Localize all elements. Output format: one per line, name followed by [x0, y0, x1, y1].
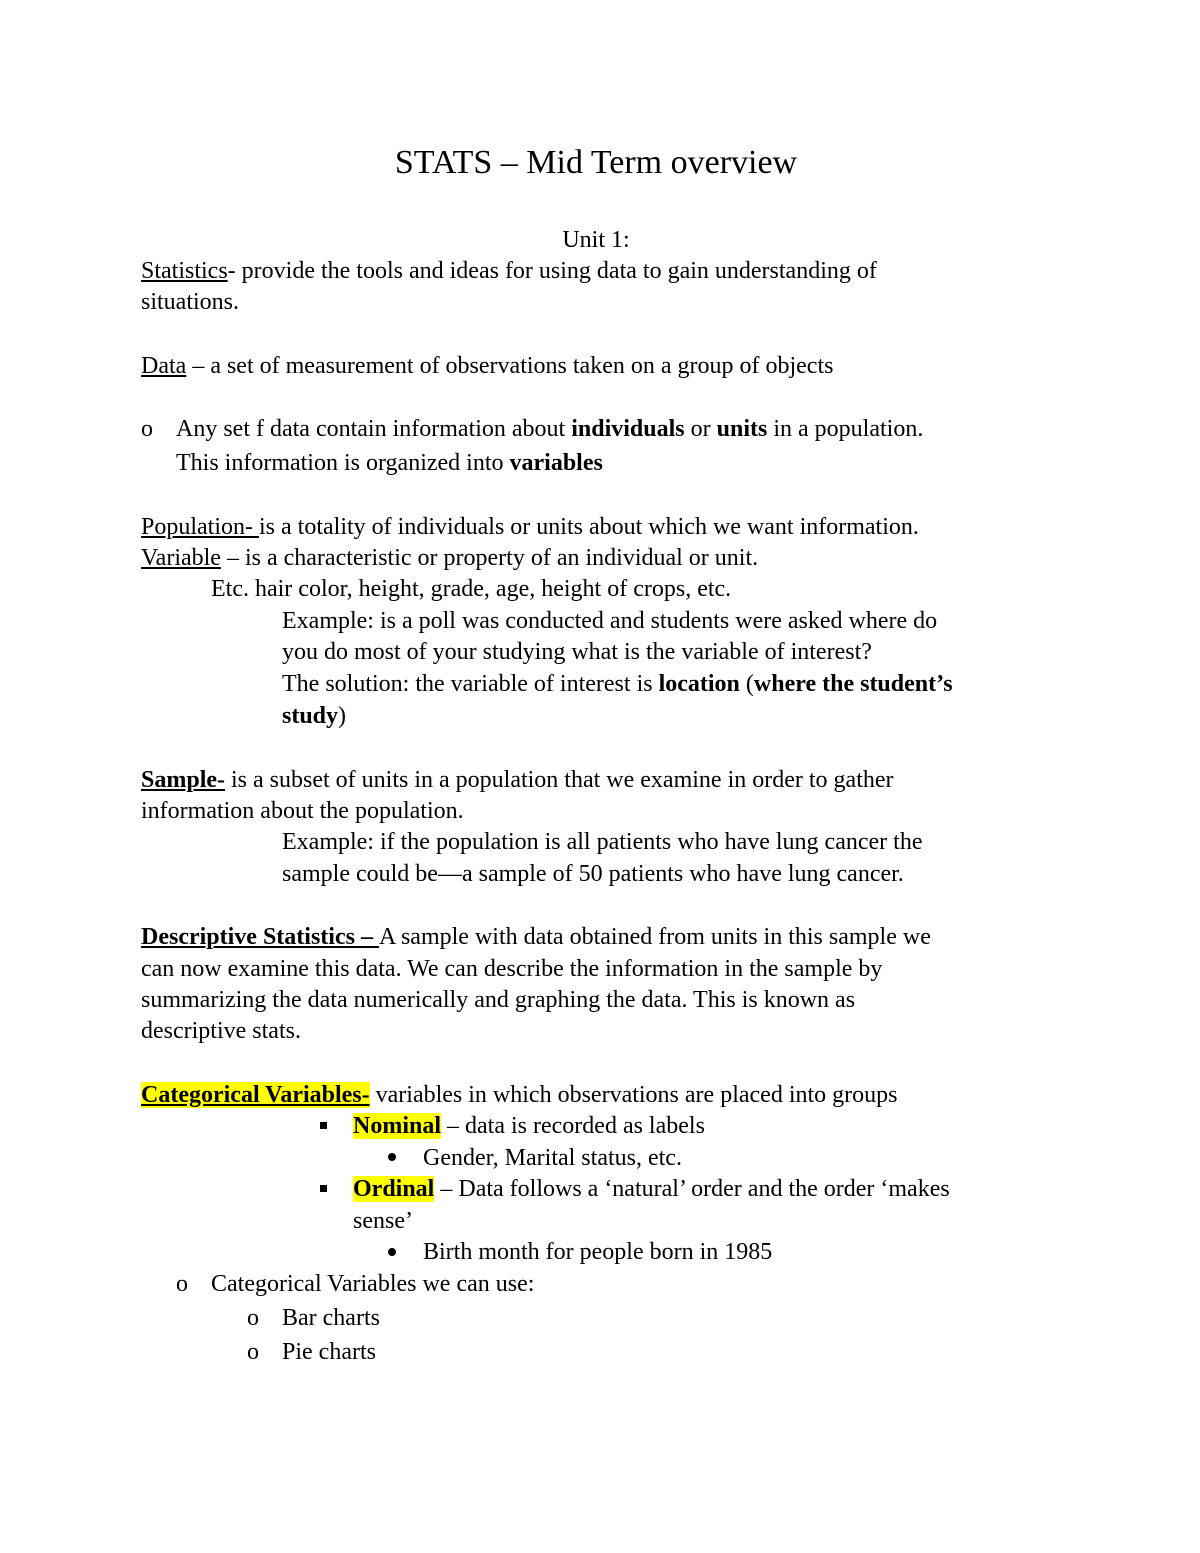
term-data: Data	[141, 353, 187, 379]
descriptive-definition	[141, 922, 931, 952]
sample-example-1: Example: if the population is all patients who have lung cancer the	[282, 829, 923, 855]
bold-term: study	[282, 703, 339, 729]
definition-text: is a subset of units in a population that we examine in order to gather	[225, 767, 894, 793]
dot-bullet-icon	[388, 1248, 396, 1256]
bold-term: where the student’s	[753, 671, 953, 697]
variable-example-2: you do most of your studying what is the variable of interest?	[282, 639, 872, 665]
any-set-note	[176, 414, 923, 444]
chart-option-bar: Bar charts	[282, 1305, 380, 1331]
descriptive-line-3: summarizing the data numerically and graphing the data. This is known as	[141, 987, 856, 1013]
bold-term: units	[716, 416, 768, 442]
term-nominal: Nominal	[353, 1113, 442, 1139]
descriptive-line-4: descriptive stats.	[141, 1018, 301, 1044]
descriptive-line-2: can now examine this data. We can describe the information in the sample by	[141, 956, 883, 982]
term-variable: Variable	[141, 545, 221, 571]
term-population: Population-	[141, 514, 259, 540]
bullet-hollow-icon: o	[176, 1271, 188, 1297]
data-definition	[141, 351, 833, 381]
dot-bullet-icon	[388, 1153, 396, 1161]
variable-definition	[141, 543, 758, 573]
square-bullet-icon	[320, 1185, 327, 1192]
sample-definition-cont: information about the population.	[141, 798, 464, 824]
nominal-example: Gender, Marital status, etc.	[423, 1145, 682, 1171]
square-bullet-icon	[320, 1122, 327, 1129]
variable-example-1: Example: is a poll was conducted and students were asked where do	[282, 608, 938, 634]
categorical-definition	[141, 1080, 898, 1110]
document-title: STATS – Mid Term overview	[394, 144, 798, 181]
any-set-note-cont	[176, 448, 603, 478]
text: in a population.	[767, 416, 924, 442]
sample-definition	[141, 765, 894, 795]
ordinal-item-cont: sense’	[353, 1208, 413, 1234]
variable-solution	[282, 669, 953, 699]
variable-solution-cont	[282, 701, 346, 731]
definition-text: – Data follows a ‘natural’ order and the order ‘makes	[434, 1176, 950, 1202]
term-descriptive-statistics: Descriptive Statistics –	[141, 924, 379, 950]
definition-text: A sample with data obtained from units in this sample we	[378, 924, 931, 950]
chart-option-pie: Pie charts	[282, 1339, 376, 1365]
definition-text: is a totality of individuals or units about which we want information.	[259, 514, 919, 540]
text: )	[338, 703, 347, 729]
definition-text: - provide the tools and ideas for using data to gain understanding of	[227, 258, 877, 284]
bullet-hollow-icon: o	[247, 1305, 259, 1331]
categorical-use: Categorical Variables we can use:	[211, 1271, 535, 1297]
term-sample: Sample-	[141, 767, 225, 793]
term-categorical-variables: Categorical Variables-	[141, 1082, 370, 1108]
ordinal-item	[353, 1174, 950, 1204]
bold-term: location	[658, 671, 740, 697]
definition-text: – is a characteristic or property of an individual or unit.	[220, 545, 759, 571]
bold-term: individuals	[571, 416, 685, 442]
text: (	[739, 671, 754, 697]
bullet-hollow-icon: o	[141, 416, 153, 442]
text: Any set f data contain information about	[176, 416, 572, 442]
text: This information is organized into	[176, 450, 510, 476]
term-ordinal: Ordinal	[353, 1176, 435, 1202]
nominal-item	[353, 1111, 705, 1141]
unit-heading: Unit 1:	[562, 227, 630, 253]
bold-term: variables	[509, 450, 603, 476]
statistics-definition	[141, 256, 877, 286]
definition-text: variables in which observations are placed into groups	[369, 1082, 898, 1108]
population-definition	[141, 512, 919, 542]
ordinal-example: Birth month for people born in 1985	[423, 1239, 773, 1265]
sample-example-2: sample could be—a sample of 50 patients who have lung cancer.	[282, 861, 904, 887]
term-statistics: Statistics	[141, 258, 228, 284]
definition-text: – a set of measurement of observations taken on a group of objects	[186, 353, 834, 379]
text: The solution: the variable of interest is	[282, 671, 659, 697]
bullet-hollow-icon: o	[247, 1339, 259, 1365]
text: or	[684, 416, 717, 442]
statistics-definition-cont: situations.	[141, 289, 240, 315]
variable-examples: Etc. hair color, height, grade, age, height of crops, etc.	[211, 576, 732, 602]
definition-text: – data is recorded as labels	[441, 1113, 705, 1139]
